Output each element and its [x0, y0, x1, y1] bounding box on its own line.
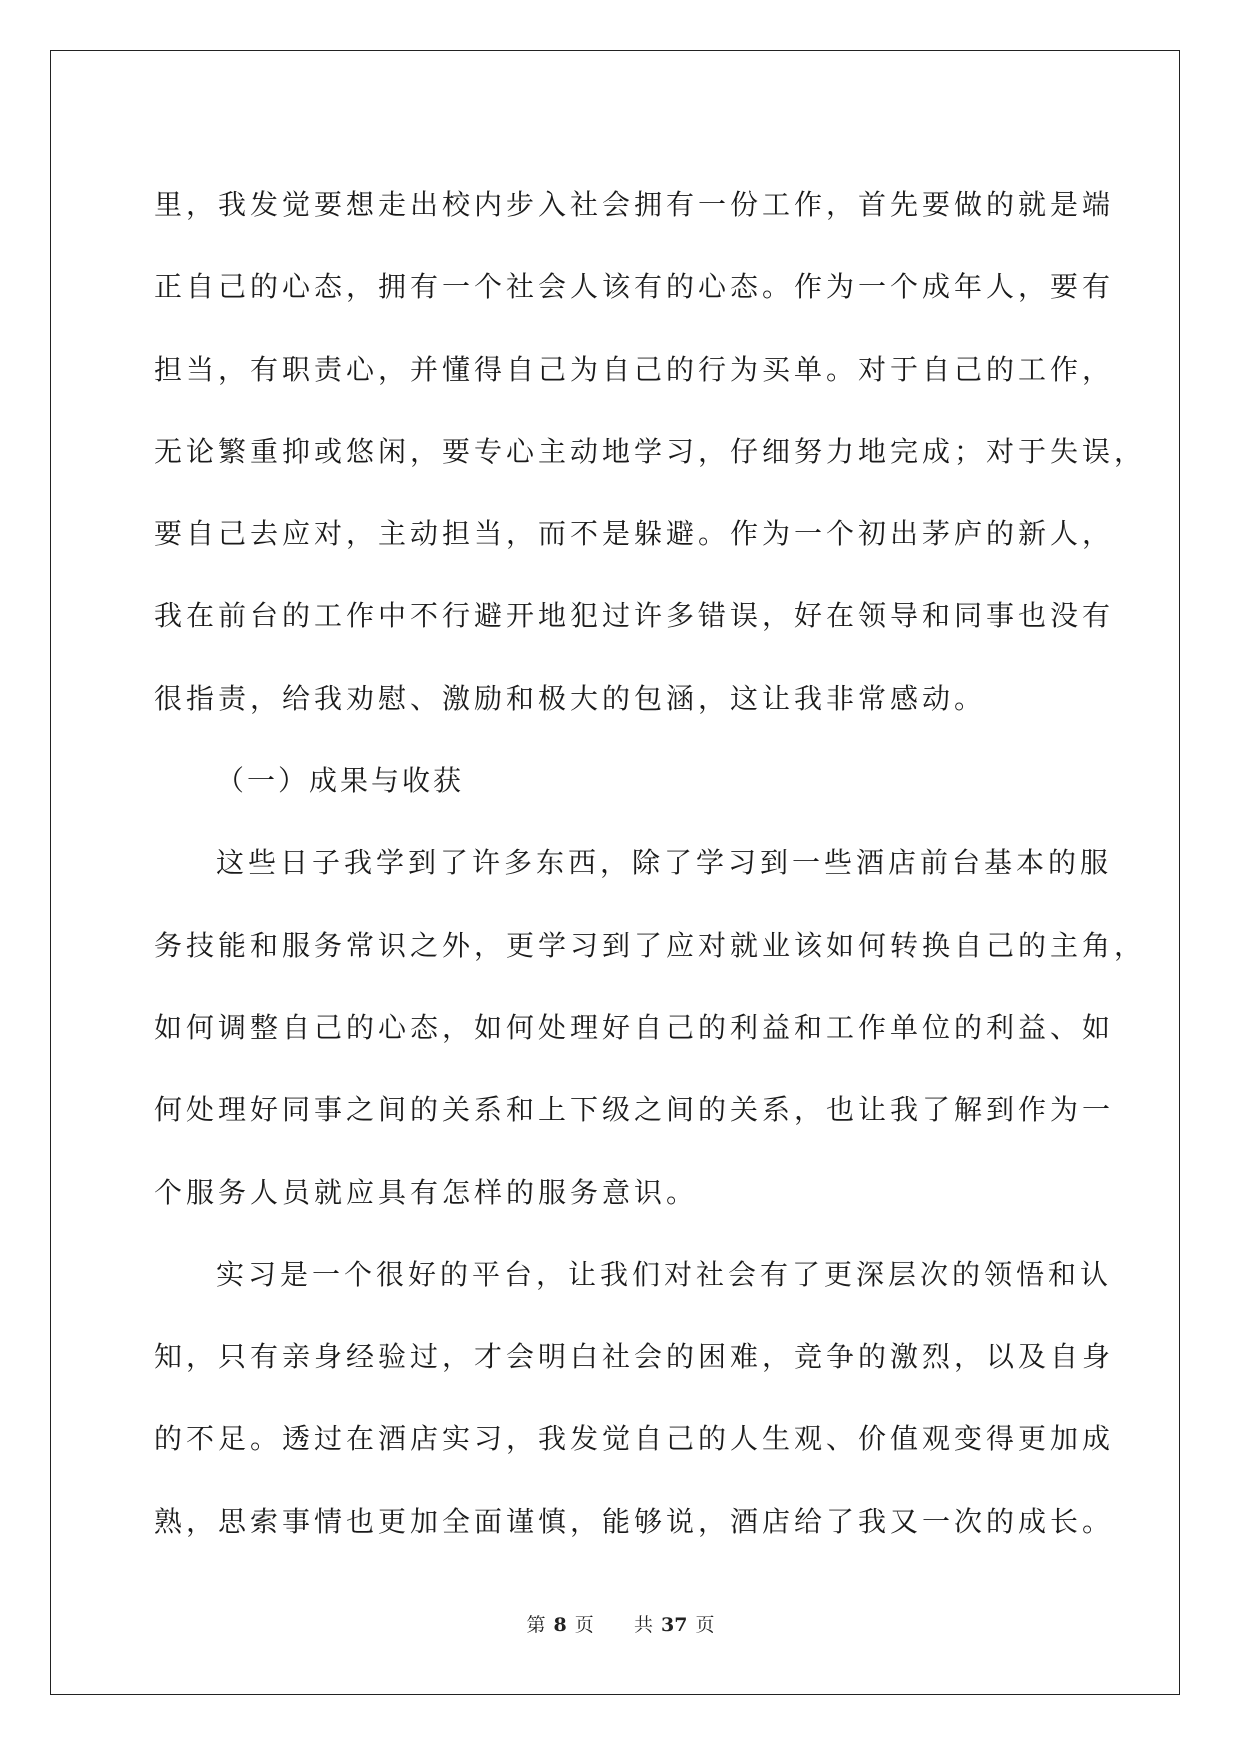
paragraph-line: 担当，有职责心，并懂得自己为自己的行为买单。对于自己的工作，: [154, 352, 1115, 386]
paragraph-line: 如何调整自己的心态，如何处理好自己的利益和工作单位的利益、如: [154, 1010, 1115, 1044]
paragraph-line: 知，只有亲身经验过，才会明白社会的困难，竞争的激烈，以及自身: [154, 1340, 1115, 1374]
paragraph-line: 熟，思索事情也更加全面谨慎，能够说，酒店给了我又一次的成长。: [154, 1504, 1115, 1538]
total-pages-indicator: [626, 1614, 722, 1636]
paragraph-line: 我在前台的工作中不行避开地犯过许多错误，好在领导和同事也没有: [154, 599, 1115, 633]
section-heading: （一）成果与收获: [216, 764, 465, 798]
paragraph-line: 要自己去应对，主动担当，而不是躲避。作为一个初出茅庐的新人，: [154, 517, 1115, 551]
page-indicator: [519, 1614, 602, 1636]
total-prefix: 共: [633, 1614, 653, 1636]
paragraph-line: 个服务人员就应具有怎样的服务意识。: [154, 1175, 699, 1209]
paragraph-line: 何处理好同事之间的关系和上下级之间的关系，也让我了解到作为一: [154, 1093, 1115, 1127]
page-number: 8: [553, 1614, 567, 1636]
paragraph-line: 里，我发觉要想走出校内步入社会拥有一份工作，首先要做的就是端: [154, 188, 1115, 221]
page-footer: [0, 1613, 1241, 1637]
paragraph-line: 无论繁重抑或悠闲，要专心主动地学习，仔细努力地完成；对于失误，: [154, 434, 1147, 468]
total-suffix: 页: [695, 1614, 715, 1636]
paragraph-line: 正自己的心态，拥有一个社会人该有的心态。作为一个成年人，要有: [154, 270, 1115, 304]
paragraph-line: 实习是一个很好的平台，让我们对社会有了更深层次的领悟和认: [216, 1257, 1113, 1291]
paragraph-line: 务技能和服务常识之外，更学习到了应对就业该如何转换自己的主角，: [154, 928, 1147, 962]
document-body: [154, 164, 1147, 1563]
paragraph-line: 很指责，给我劝慰、激励和极大的包涵，这让我非常感动。: [154, 681, 987, 715]
paragraph-line: 的不足。透过在酒店实习，我发觉自己的人生观、价值观变得更加成: [154, 1422, 1115, 1456]
page-prefix: 第: [526, 1614, 546, 1636]
paragraph-line: 这些日子我学到了许多东西，除了学习到一些酒店前台基本的服: [216, 846, 1113, 880]
total-page-count: 37: [660, 1614, 688, 1636]
page-suffix: 页: [574, 1614, 594, 1636]
